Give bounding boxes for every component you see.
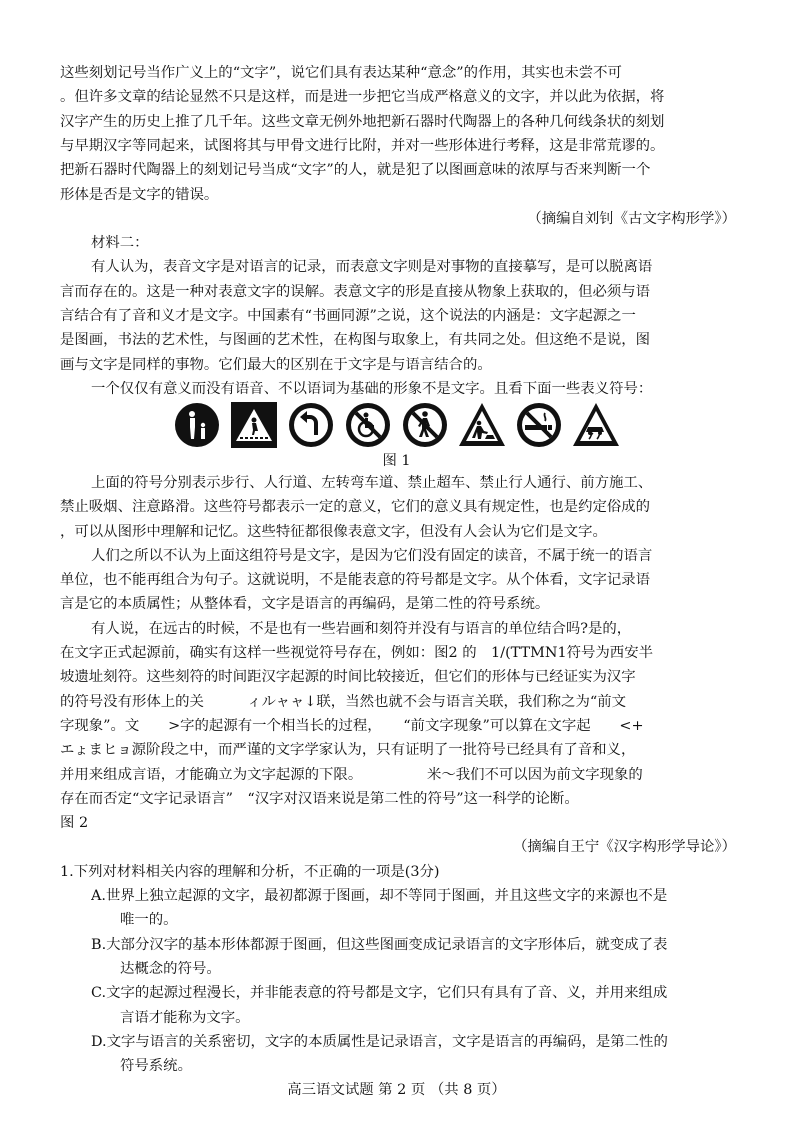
figure-1-caption: 图 1	[382, 452, 411, 469]
passage-line: 这些刻划记号当作广义上的“文字”，说它们具有表达某种“意念”的作用，其实也未尝不可	[60, 65, 622, 81]
option-a-continued: 唯一的。	[120, 912, 178, 929]
passage-line: 并用来组成言语，才能确立为文字起源的下限。 米〜我们不可以因为前文字现象的	[60, 766, 643, 783]
passage-line: 言结合有了音和义才是文字。中国素有“书画同源”之说，这个说法的内涵是：文字起源之一	[60, 308, 636, 324]
passage-line: 的符号没有形体上的关 ィルャャ↓联，当然也就不会与语言关联，我们称之为“前文	[60, 693, 626, 710]
option-b: B.大部分汉字的基本形体都源于图画，但这些图画变成记录语言的文字形体后，就变成了表	[91, 936, 668, 953]
passage-line: 形体是否是文字的错误。	[60, 186, 219, 203]
passage-line: 人们之所以不认为上面这组符号是文字，是因为它们没有固定的读音，不属于统一的语言	[91, 547, 653, 564]
passage-line: 有人说，在远古的时候，不是也有一些岩画和刻符并没有与语言的单位结合吗?是的，	[91, 620, 632, 637]
page-footer: 高三语文试题 第 2 页 （共 8 页）	[287, 1082, 506, 1099]
option-d: D.文字与语言的关系密切，文字的本质属性是记录语言，文字是语言的再编码，是第二性的	[91, 1033, 668, 1050]
pedestrian-walkway-sign-icon	[173, 401, 221, 449]
passage-line: 言而存在的。这是一种对表意文字的误解。表意文字的形是直接从物象上获取的，但必须与语	[60, 283, 651, 300]
left-turn-lane-sign-icon	[287, 401, 335, 449]
passage-line: 禁止吸烟、注意路滑。这些符号都表示一定的意义，它们的意义具有规定性，也是约定俗成的	[60, 499, 651, 516]
option-c-continued: 言语才能称为文字。	[120, 1009, 250, 1026]
option-b-continued: 达概念的符号。	[120, 960, 221, 977]
road-work-ahead-sign-icon	[458, 401, 506, 449]
passage-line: 言是它的本质属性；从整体看，文字是语言的再编码，是第二性的符号系统。	[60, 596, 550, 613]
source-citation: （摘编自刘钊《古文字构形学》）	[527, 210, 736, 227]
passage-line: ，可以从图形中理解和记忆。这些特征都很像表意文字，但没有人会认为它们是文字。	[60, 523, 607, 540]
passage-line: 字现象”。文 >字的起源有一个相当长的过程， “前文字现象”可以算在文字起 <+	[60, 717, 644, 734]
passage-line: 单位，也不能再组合为句子。这就说明，不是能表意的符号都是文字。从个体看，文字记录语	[60, 572, 651, 589]
option-a: A.世界上独立起源的文字，最初都源于图画，却不等同于图画，并且这些文字的来源也不是	[91, 888, 668, 904]
passage-line: 。但许多文章的结论显然不只是这样，而是进一步把它当成严格意义的文字，并以此为依据，将	[60, 89, 665, 106]
passage-line: 存在而否定“文字记录语言” “汉字对汉语来说是第二性的符号”这一科学的论断。	[60, 790, 579, 807]
no-disabled-vehicle-sign-icon	[344, 401, 392, 449]
option-d-continued: 符号系统。	[120, 1058, 192, 1075]
slippery-road-sign-icon	[572, 401, 620, 449]
passage-line: 是图画，书法的艺术性，与图画的艺术性，在构图与取象上，有共同之处。但这绝不是说，图	[60, 332, 651, 349]
option-c: C.文字的起源过程漫长，并非能表意的符号都是文字，它们只有具有了音、义，并用来组成	[91, 985, 668, 1002]
passage-line: 在文字正式起源前，确实有这样一些视觉符号存在，例如：图2 的 1/(TTMN1符号为西安半	[60, 645, 653, 661]
passage-line: 把新石器时代陶器上的刻划记号当成“文字”的人，就是犯了以图画意味的浓厚与否来判断一个	[60, 162, 651, 179]
figure-2-label: 图 2	[60, 815, 89, 832]
no-pedestrians-sign-icon	[401, 401, 449, 449]
passage-line: 上面的符号分别表示步行、人行道、左转弯车道、禁止超车、禁止行人通行、前方施工、	[91, 474, 653, 491]
passage-line: 坡遗址刻符。这些刻符的时间距汉字起源的时间比较接近，但它们的形体与已经证实为汉字	[60, 669, 636, 686]
passage-line: 一个仅仅有意义而没有语音、不以语词为基础的形象不是文字。且看下面一些表义符号：	[91, 380, 653, 397]
passage-line: 有人认为，表音文字是对语言的记录，而表意文字则是对事物的直接摹写，是可以脱离语	[91, 259, 653, 276]
passage-line: 汉字产生的历史上推了几千年。这些文章无例外地把新石器时代陶器上的各种几何线条状的刻划	[60, 113, 665, 130]
source-citation: （摘编自王宁《汉字构形学导论》）	[512, 839, 736, 856]
passage-line: 与早期汉字等同起来，试图将其与甲骨文进行比附，并对一些形体进行考释，这是非常荒谬的。	[60, 137, 665, 154]
question-stem: 1.下列对材料相关内容的理解和分析，不正确的一项是(3分)	[60, 863, 440, 880]
figure-1-signs	[173, 401, 623, 449]
section-heading: 材料二：	[91, 235, 149, 252]
no-smoking-sign-icon	[515, 401, 563, 449]
passage-line: エょまヒョ源阶段之中，而严谨的文字学家认为，只有证明了一批符号已经具有了音和义，	[60, 742, 636, 759]
crosswalk-sign-icon	[230, 401, 278, 449]
passage-line: 画与文字是同样的事物。它们最大的区别在于文字是与语言结合的。	[60, 356, 492, 373]
